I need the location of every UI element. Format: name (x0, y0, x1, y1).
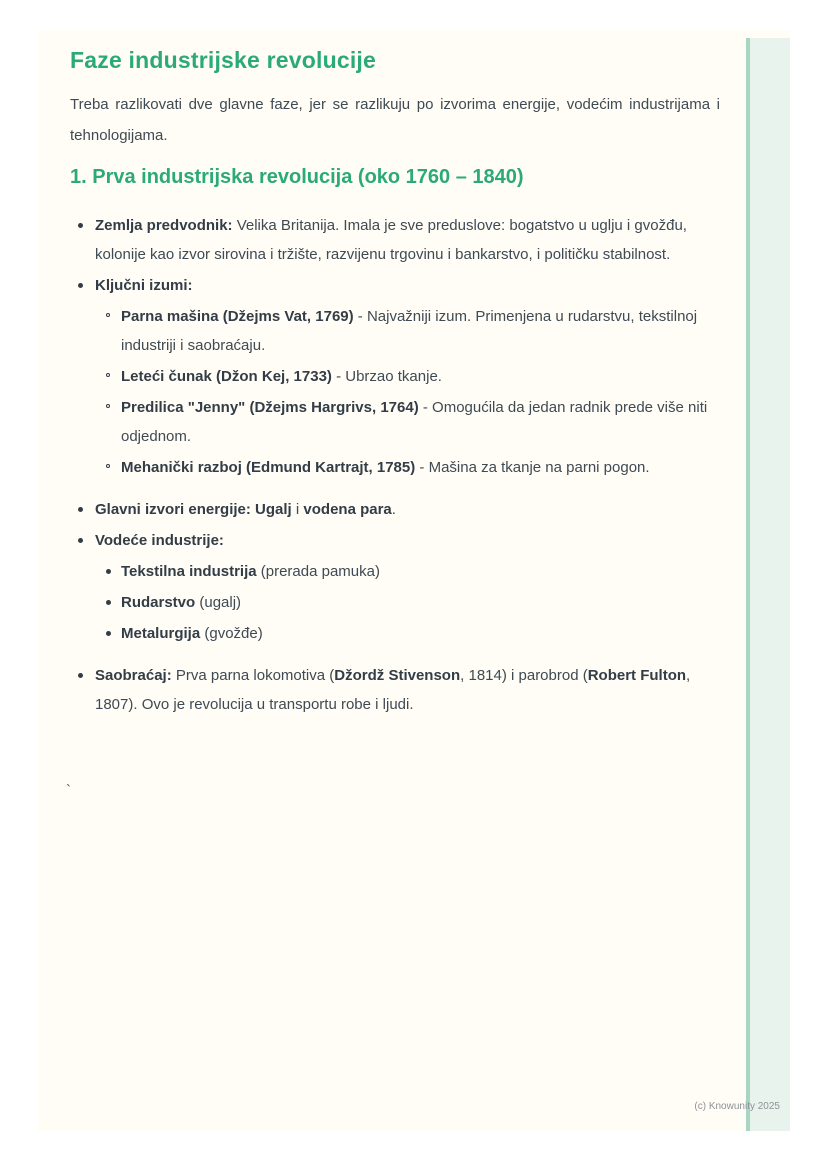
bold-text-segment: vodena para (303, 501, 392, 518)
text-segment: - Mašina za tkanje na parni pogon. (415, 459, 650, 476)
hollow-bullet-marker (106, 404, 110, 408)
bold-text-segment: Vodeće industrije: (95, 532, 224, 549)
text-segment: , 1814) i parobrod ( (460, 667, 588, 684)
bold-text-segment: Zemlja predvodnik: (95, 217, 233, 234)
bold-text-segment: Saobraćaj: (95, 667, 172, 684)
list-item (70, 453, 725, 482)
bullet-marker (106, 600, 111, 605)
list-item (70, 526, 725, 555)
bullet-marker (78, 283, 83, 288)
list-item (70, 211, 725, 269)
page-content (38, 30, 720, 719)
list-item (70, 495, 725, 524)
hollow-bullet-marker (106, 464, 110, 468)
list-item (70, 588, 725, 617)
bold-text-segment: Ključni izumi: (95, 277, 193, 294)
stray-backtick-mark: ` (66, 782, 71, 799)
text-segment: (prerada pamuka) (256, 563, 380, 580)
bullet-marker (78, 507, 83, 512)
bold-text-segment: Mehanički razboj (Edmund Kartrajt, 1785) (121, 459, 416, 476)
hollow-bullet-marker (106, 313, 110, 317)
hollow-bullet-marker (106, 373, 110, 377)
document-page (38, 30, 790, 1131)
green-accent-band (746, 38, 790, 1131)
page-title: Faze industrijske revolucije (70, 47, 376, 73)
bullet-marker (106, 631, 111, 636)
text-segment: - Ubrzao tkanje. (331, 368, 442, 385)
list-item (70, 271, 725, 300)
text-segment: Prva parna lokomotiva ( (171, 667, 335, 684)
text-segment: - Omogućila da jedan radnik prede više niti odjednom. (121, 399, 708, 445)
bold-text-segment: Rudarstvo (121, 594, 196, 611)
bold-text-segment: Leteći čunak (Džon Kej, 1733) (121, 368, 332, 385)
bold-text-segment: Glavni izvori energije: Ugalj (95, 501, 292, 518)
content-list (70, 211, 725, 719)
section-heading: 1. Prva industrijska revolucija (oko 1760 – 1840) (70, 166, 524, 188)
list-item (70, 557, 725, 586)
text-segment: Velika Britanija. Imala je sve preduslove: bogatstvo u uglju i gvožđu, kolonije kao izvor sirovina i tržište, razvijenu trgovinu i bankarstvo, i političku stabilnost. (95, 217, 687, 263)
list-item (70, 661, 725, 719)
bold-text-segment: Predilica "Jenny" (Džejms Hargrivs, 1764) (121, 399, 419, 416)
text-segment: i (291, 501, 304, 518)
bold-text-segment: Džordž Stivenson (334, 667, 461, 684)
bullet-marker (106, 569, 111, 574)
text-segment: , 1807). Ovo je revolucija u transportu robe i ljudi. (95, 667, 691, 713)
list-item (70, 393, 725, 451)
list-item (70, 362, 725, 391)
list-item (70, 302, 725, 360)
bold-text-segment: Robert Fulton (587, 667, 687, 684)
bold-text-segment: Metalurgija (121, 625, 201, 642)
bold-text-segment: Parna mašina (Džejms Vat, 1769) (121, 308, 354, 325)
intro-paragraph: Treba razlikovati dve glavne faze, jer se razlikuju po izvorima energije, vodećim industrijama i tehnologijama. (70, 96, 720, 144)
text-segment: (gvožđe) (200, 625, 263, 642)
list-item (70, 619, 725, 648)
text-segment: . (391, 501, 396, 518)
bullet-marker (78, 223, 83, 228)
bullet-marker (78, 538, 83, 543)
bold-text-segment: Tekstilna industrija (121, 563, 257, 580)
text-segment: - Najvažniji izum. Primenjena u rudarstvu, tekstilnoj industriji i saobraćaju. (121, 308, 698, 354)
footer-credit: (c) Knowunity 2025 (694, 1101, 780, 1112)
text-segment: (ugalj) (195, 594, 242, 611)
bullet-marker (78, 673, 83, 678)
